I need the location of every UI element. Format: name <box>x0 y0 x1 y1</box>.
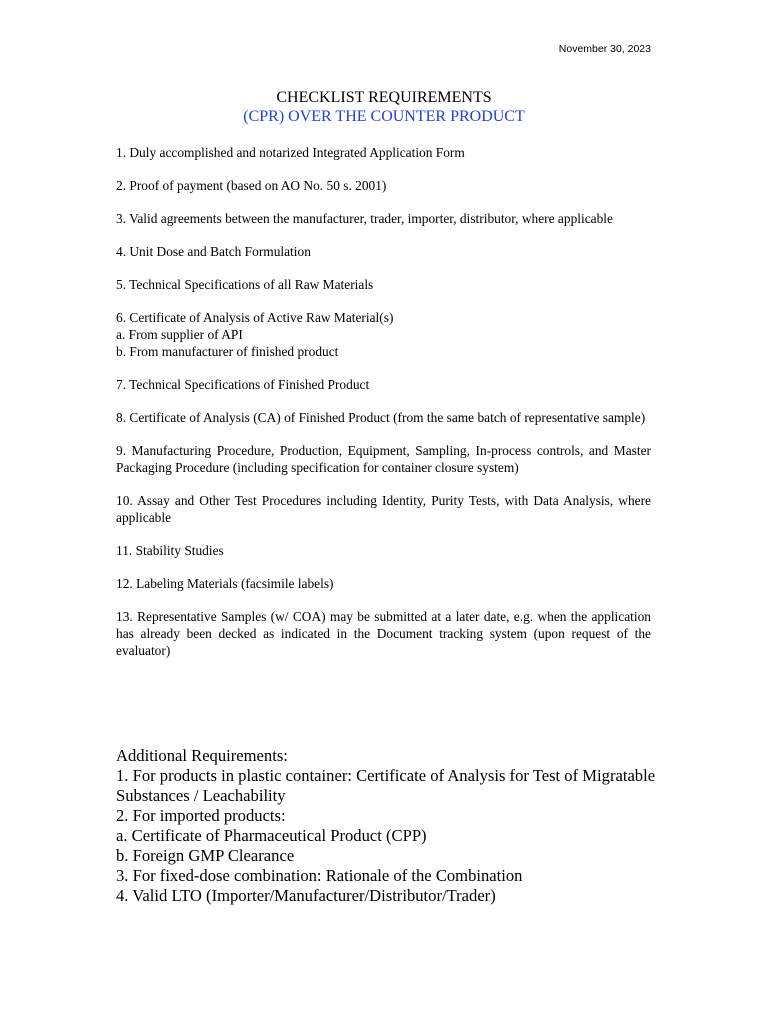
list-item <box>116 409 651 426</box>
requirement-text: 5. Technical Specifications of all Raw Materials <box>116 277 374 292</box>
additional-item: 4. Valid LTO (Importer/Manufacturer/Distributor/Trader) <box>116 886 496 905</box>
requirement-text: 7. Technical Specifications of Finished Product <box>116 377 370 392</box>
requirement-text: 6. Certificate of Analysis of Active Raw Material(s) <box>116 310 394 325</box>
additional-item: 3. For fixed-dose combination: Rationale of the Combination <box>116 866 523 885</box>
list-item <box>116 210 651 227</box>
list-item <box>116 542 651 559</box>
requirement-text: 11. Stability Studies <box>116 543 224 558</box>
list-item <box>116 243 651 260</box>
list-item <box>116 276 651 293</box>
list-item <box>116 442 651 476</box>
additional-item: b. Foreign GMP Clearance <box>116 846 295 865</box>
requirement-text: 9. Manufacturing Procedure, Production, Equipment, Sampling, In-process controls, and Master Packaging Procedure (including specification for container closure system) <box>116 443 651 475</box>
list-item <box>116 144 651 161</box>
document-subtitle: (CPR) OVER THE COUNTER PRODUCT <box>243 108 525 125</box>
list-item <box>116 177 651 194</box>
requirement-text: 1. Duly accomplished and notarized Integrated Application Form <box>116 145 465 160</box>
requirement-subitem: a. From supplier of API <box>116 327 243 342</box>
list-item <box>116 492 651 526</box>
requirement-text: 12. Labeling Materials (facsimile labels) <box>116 576 334 591</box>
document-date: November 30, 2023 <box>558 43 651 55</box>
requirement-text: 3. Valid agreements between the manufacturer, trader, importer, distributor, where applicable <box>116 211 613 226</box>
list-item <box>116 376 651 393</box>
requirements-list <box>116 144 651 675</box>
requirement-text: 13. Representative Samples (w/ COA) may be submitted at a later date, e.g. when the application has already been decked as indicated in the Document tracking system (upon request of the evaluator) <box>116 609 651 658</box>
list-item <box>116 309 651 360</box>
requirement-text: 10. Assay and Other Test Procedures including Identity, Purity Tests, with Data Analysis, where applicable <box>116 493 651 525</box>
additional-requirements <box>116 746 656 906</box>
document-title: CHECKLIST REQUIREMENTS <box>276 89 492 106</box>
requirement-text: 4. Unit Dose and Batch Formulation <box>116 244 311 259</box>
requirement-subitem: b. From manufacturer of finished product <box>116 344 339 359</box>
list-item <box>116 575 651 592</box>
requirement-text: 8. Certificate of Analysis (CA) of Finished Product (from the same batch of representative sample) <box>116 410 646 425</box>
requirement-text: 2. Proof of payment (based on AO No. 50 s. 2001) <box>116 178 387 193</box>
additional-item: 1. For products in plastic container: Certificate of Analysis for Test of Migratable Substances / Leachability <box>116 766 656 805</box>
additional-item: a. Certificate of Pharmaceutical Product (CPP) <box>116 826 427 845</box>
title-block <box>0 88 768 126</box>
list-item <box>116 608 651 659</box>
additional-heading: Additional Requirements: <box>116 746 288 765</box>
additional-item: 2. For imported products: <box>116 806 286 825</box>
